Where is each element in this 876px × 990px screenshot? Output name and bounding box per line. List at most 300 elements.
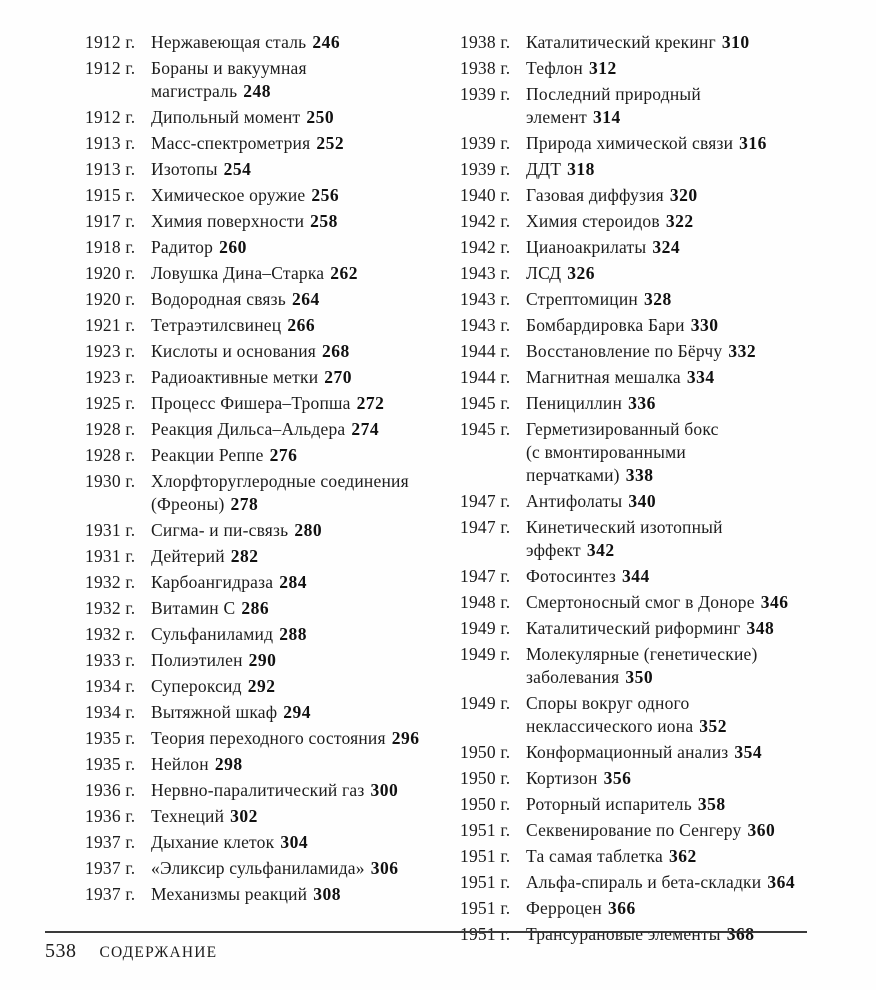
toc-entry: [460, 617, 818, 640]
toc-entry-page-number: 336: [628, 393, 656, 413]
toc-entry-page-number: 264: [291, 289, 320, 309]
toc-entry-page-number: 262: [330, 263, 359, 283]
toc-entry: [460, 31, 818, 54]
toc-entry-title: Радиоактивные метки: [151, 367, 319, 387]
toc-entry: [460, 643, 818, 689]
toc-entry-title: Та самая таблетка: [526, 846, 663, 866]
toc-entry-page-number: 354: [734, 742, 763, 762]
toc-entry-page-number: 302: [230, 806, 258, 826]
toc-entry-title: Химия поверхности: [151, 211, 305, 231]
toc-entry-title: Пенициллин: [526, 393, 623, 413]
toc-entry-page-number: 356: [603, 768, 632, 788]
toc-entry-page-number: 332: [728, 341, 757, 361]
toc-entry-year: 1928 г.: [85, 419, 136, 439]
toc-entry-title: Хлорфторуглеродные соединения (Фреоны): [151, 471, 409, 514]
toc-entry-page-number: 350: [625, 667, 654, 687]
toc-entry-text: [151, 883, 443, 906]
toc-entry-page-number: 368: [726, 924, 755, 944]
toc-column-right: [460, 31, 818, 949]
toc-entry-page-number: 288: [279, 624, 307, 644]
toc-entry: [460, 262, 818, 285]
toc-entry-title: Стрептомицин: [526, 289, 638, 309]
toc-entry: [460, 418, 818, 487]
toc-entry: [85, 779, 443, 802]
toc-entry-year: 1913 г.: [85, 159, 136, 179]
toc-entry-text: [151, 340, 443, 363]
toc-entry-year: 1950 г.: [460, 742, 511, 762]
toc-entry-page-number: 334: [686, 367, 715, 387]
toc-entry-year: 1912 г.: [85, 58, 136, 78]
toc-entry-text: [151, 571, 443, 594]
toc-entry-title: Смертоносный смог в Доноре: [526, 592, 755, 612]
toc-entry-title: Газовая диффузия: [526, 185, 664, 205]
toc-entry: [85, 210, 443, 233]
toc-entry-page-number: 338: [625, 465, 654, 485]
toc-entry-title: Цианоакрилаты: [526, 237, 647, 257]
toc-entry-page-number: 272: [356, 393, 385, 413]
toc-entry-text: [151, 184, 443, 207]
toc-entry: [460, 132, 818, 155]
toc-entry-title: Дыхание клеток: [151, 832, 275, 852]
toc-entry-page-number: 314: [592, 107, 621, 127]
toc-entry-title: Фотосинтез: [526, 566, 616, 586]
toc-entry-title: Сульфаниламид: [151, 624, 274, 644]
toc-entry-title: Изотопы: [151, 159, 218, 179]
toc-entry-text: [151, 418, 443, 441]
toc-entry-text: [151, 366, 443, 389]
toc-entry-year: 1921 г.: [85, 315, 136, 335]
toc-entry-title: Витамин С: [151, 598, 236, 618]
toc-entry-title: Природа химической связи: [526, 133, 734, 153]
toc-entry-text: [151, 649, 443, 672]
toc-entry-title: Тефлон: [526, 58, 583, 78]
toc-entry-year: 1920 г.: [85, 263, 136, 283]
toc-entry-title: Нержавеющая сталь: [151, 32, 307, 52]
toc-entry-year: 1912 г.: [85, 32, 136, 52]
toc-entry: [85, 392, 443, 415]
toc-entry-page-number: 306: [370, 858, 399, 878]
toc-entry-page-number: 322: [665, 211, 694, 231]
toc-entry-text: [151, 857, 443, 880]
toc-entry-year: 1917 г.: [85, 211, 136, 231]
toc-entry-text: [151, 106, 443, 129]
toc-entry-page-number: 286: [241, 598, 270, 618]
toc-entry-title: Реакция Дильса–Альдера: [151, 419, 346, 439]
toc-entry-title: Нейлон: [151, 754, 209, 774]
toc-entry-text: [526, 819, 818, 842]
toc-entry-text: [151, 262, 443, 285]
toc-entry-year: 1947 г.: [460, 566, 511, 586]
toc-entry-title: Механизмы реакций: [151, 884, 308, 904]
toc-entry-title: Теория переходного состояния: [151, 728, 386, 748]
toc-entry-year: 1930 г.: [85, 471, 136, 491]
toc-entry-text: [151, 470, 443, 516]
toc-entry-title: Трансурановые элементы: [526, 924, 721, 944]
toc-entry-page-number: 294: [283, 702, 312, 722]
footer-page-number: 538: [45, 940, 77, 962]
toc-entry-text: [526, 516, 818, 562]
toc-entry: [460, 897, 818, 920]
toc-entry-year: 1935 г.: [85, 754, 136, 774]
toc-entry-text: [151, 545, 443, 568]
toc-entry-text: [526, 184, 818, 207]
toc-entry-text: [151, 288, 443, 311]
toc-entry: [460, 210, 818, 233]
toc-entry-year: 1949 г.: [460, 693, 511, 713]
toc-entry-text: [151, 210, 443, 233]
toc-entry-page-number: 300: [370, 780, 399, 800]
toc-column-left: [85, 31, 443, 949]
toc-entry-page-number: 324: [652, 237, 681, 257]
toc-entry-title: Споры вокруг одного неклассического иона: [526, 693, 694, 736]
toc-entry: [460, 741, 818, 764]
footer-section-label: СОДЕРЖАНИЕ: [99, 944, 218, 961]
toc-entry-page-number: 340: [628, 491, 657, 511]
toc-entry-title: Бомбардировка Бари: [526, 315, 685, 335]
toc-entry-year: 1942 г.: [460, 211, 511, 231]
toc-entry-page-number: 296: [391, 728, 420, 748]
toc-entry-page-number: 268: [322, 341, 350, 361]
toc-entry: [460, 314, 818, 337]
toc-entry-title: Бораны и вакуумная магистраль: [151, 58, 307, 101]
toc-entry-text: [151, 597, 443, 620]
toc-entry-year: 1937 г.: [85, 858, 136, 878]
toc-entry: [85, 519, 443, 542]
toc-entry-page-number: 310: [721, 32, 750, 52]
toc-entry: [85, 31, 443, 54]
toc-entry-title: Вытяжной шкаф: [151, 702, 278, 722]
toc-entry: [460, 819, 818, 842]
toc-entry-page-number: 290: [248, 650, 277, 670]
toc-entry-page-number: 282: [230, 546, 259, 566]
toc-entry-year: 1950 г.: [460, 794, 511, 814]
toc-entry-page-number: 320: [669, 185, 698, 205]
toc-entry-title: Роторный испаритель: [526, 794, 692, 814]
toc-entry: [460, 184, 818, 207]
toc-entry-text: [151, 57, 443, 103]
toc-entry-page-number: 308: [313, 884, 342, 904]
toc-entry: [85, 545, 443, 568]
toc-entry-page-number: 316: [739, 133, 767, 153]
toc-entry-title: Антифолаты: [526, 491, 623, 511]
toc-entry: [85, 623, 443, 646]
toc-entry-text: [526, 741, 818, 764]
toc-entry-text: [526, 617, 818, 640]
toc-entry: [460, 340, 818, 363]
toc-entry-page-number: 252: [316, 133, 345, 153]
toc-entry-year: 1940 г.: [460, 185, 511, 205]
toc-entry-year: 1939 г.: [460, 133, 511, 153]
toc-entry: [85, 340, 443, 363]
toc-entry-year: 1925 г.: [85, 393, 136, 413]
toc-entry-year: 1932 г.: [85, 572, 136, 592]
toc-entry-year: 1928 г.: [85, 445, 136, 465]
toc-entry: [85, 366, 443, 389]
toc-entry-title: Каталитический риформинг: [526, 618, 741, 638]
toc-entry-text: [526, 591, 818, 614]
toc-entry-page-number: 362: [668, 846, 697, 866]
toc-entry: [85, 753, 443, 776]
toc-entry-text: [526, 288, 818, 311]
toc-entry-text: [526, 132, 818, 155]
toc-entry-text: [526, 490, 818, 513]
toc-entry-title: Восстановление по Бёрчу: [526, 341, 723, 361]
toc-entry: [85, 418, 443, 441]
toc-entry-title: Масс-спектрометрия: [151, 133, 311, 153]
toc-entry: [85, 132, 443, 155]
toc-entry-title: ЛСД: [526, 263, 562, 283]
toc-entry-title: Альфа-спираль и бета-складки: [526, 872, 762, 892]
toc-entry-page-number: 326: [567, 263, 595, 283]
toc-entry-year: 1945 г.: [460, 419, 511, 439]
toc-entry-year: 1942 г.: [460, 237, 511, 257]
toc-entry: [460, 57, 818, 80]
toc-entry-title: Ферроцен: [526, 898, 602, 918]
toc-entry-title: «Эликсир сульфаниламида»: [151, 858, 365, 878]
toc-entry-page-number: 364: [767, 872, 796, 892]
toc-entry: [85, 883, 443, 906]
toc-entry-page-number: 250: [306, 107, 335, 127]
toc-entry: [85, 470, 443, 516]
toc-entry-title: Тетраэтилсвинец: [151, 315, 282, 335]
toc-entry: [460, 565, 818, 588]
toc-entry-title: Кислоты и основания: [151, 341, 317, 361]
toc-entry-title: Нервно-паралитический газ: [151, 780, 365, 800]
toc-entry-text: [526, 767, 818, 790]
toc-entry-page-number: 260: [219, 237, 247, 257]
toc-entry: [85, 805, 443, 828]
toc-entry-year: 1943 г.: [460, 289, 511, 309]
toc-entry-title: Кинетический изотопный эффект: [526, 517, 723, 560]
toc-entry-text: [526, 845, 818, 868]
toc-entry-text: [151, 805, 443, 828]
toc-entry-year: 1944 г.: [460, 341, 511, 361]
toc-entry-title: Молекулярные (генетические) заболевания: [526, 644, 758, 687]
toc-entry-title: Дипольный момент: [151, 107, 301, 127]
toc-entry-title: Ловушка Дина–Старка: [151, 263, 325, 283]
toc-entry: [460, 767, 818, 790]
toc-entry-page-number: 248: [243, 81, 272, 101]
toc-entry-year: 1932 г.: [85, 624, 136, 644]
toc-entry-year: 1918 г.: [85, 237, 136, 257]
toc-entry: [460, 158, 818, 181]
toc-entry-page-number: 352: [699, 716, 728, 736]
toc-entry-text: [151, 392, 443, 415]
toc-entry-year: 1923 г.: [85, 367, 136, 387]
toc-entry-year: 1915 г.: [85, 185, 136, 205]
toc-entry: [460, 490, 818, 513]
toc-entry-year: 1934 г.: [85, 676, 136, 696]
toc-entry-year: 1951 г.: [460, 924, 511, 944]
toc-entry-year: 1936 г.: [85, 780, 136, 800]
toc-entry-text: [151, 701, 443, 724]
toc-entry-year: 1931 г.: [85, 546, 136, 566]
toc-entry-title: Герметизированный бокс (с вмонтированными перчатками): [526, 419, 719, 485]
toc-entry-year: 1949 г.: [460, 618, 511, 638]
toc-entry-text: [151, 158, 443, 181]
toc-entry-title: Полиэтилен: [151, 650, 243, 670]
toc-entry-year: 1912 г.: [85, 107, 136, 127]
toc-entry-title: Магнитная мешалка: [526, 367, 681, 387]
toc-entry-text: [151, 779, 443, 802]
toc-entry-text: [526, 643, 818, 689]
toc-entry-page-number: 254: [223, 159, 252, 179]
toc-entry-year: 1949 г.: [460, 644, 511, 664]
toc-entry-text: [526, 418, 818, 487]
toc-entry-page-number: 284: [279, 572, 307, 592]
toc-entry: [85, 444, 443, 467]
toc-entry: [460, 236, 818, 259]
toc-entry-page-number: 292: [247, 676, 276, 696]
toc-entry-text: [151, 519, 443, 542]
toc-entry-title: Химия стероидов: [526, 211, 660, 231]
toc-entry-page-number: 256: [311, 185, 340, 205]
toc-entry: [460, 793, 818, 816]
toc-entry-text: [526, 897, 818, 920]
toc-entry-title: ДДТ: [526, 159, 562, 179]
toc-entry: [85, 184, 443, 207]
toc-entry: [460, 871, 818, 894]
toc-entry-year: 1939 г.: [460, 84, 511, 104]
toc-entry-text: [151, 444, 443, 467]
toc-entry-page-number: 358: [697, 794, 726, 814]
toc-entry-page-number: 276: [269, 445, 298, 465]
toc-entry-page-number: 270: [324, 367, 353, 387]
toc-entry-text: [151, 31, 443, 54]
page-footer: [45, 931, 807, 963]
toc-entry: [85, 857, 443, 880]
toc-entry-year: 1947 г.: [460, 491, 511, 511]
toc-entry-year: 1932 г.: [85, 598, 136, 618]
toc-entry-year: 1943 г.: [460, 263, 511, 283]
toc-entry-year: 1951 г.: [460, 872, 511, 892]
toc-entry-title: Супероксид: [151, 676, 242, 696]
toc-entry-year: 1933 г.: [85, 650, 136, 670]
toc-entry-year: 1939 г.: [460, 159, 511, 179]
toc-entry-page-number: 344: [622, 566, 650, 586]
toc-columns: [85, 31, 818, 949]
toc-entry-text: [526, 31, 818, 54]
toc-entry: [85, 236, 443, 259]
toc-entry: [460, 692, 818, 738]
toc-entry-text: [151, 623, 443, 646]
toc-entry-page-number: 266: [287, 315, 316, 335]
toc-entry-title: Кортизон: [526, 768, 598, 788]
toc-entry-title: Каталитический крекинг: [526, 32, 716, 52]
toc-entry-title: Карбоангидраза: [151, 572, 274, 592]
toc-entry-year: 1951 г.: [460, 820, 511, 840]
toc-entry-text: [526, 565, 818, 588]
toc-entry-text: [526, 692, 818, 738]
toc-entry-text: [526, 793, 818, 816]
toc-entry: [85, 597, 443, 620]
toc-entry: [85, 675, 443, 698]
toc-entry-year: 1938 г.: [460, 32, 511, 52]
toc-entry-title: Секвенирование по Сенгеру: [526, 820, 742, 840]
toc-entry-page-number: 330: [690, 315, 719, 335]
toc-entry-text: [151, 314, 443, 337]
toc-entry-text: [526, 83, 818, 129]
toc-entry-year: 1937 г.: [85, 884, 136, 904]
toc-entry-title: Химическое оружие: [151, 185, 306, 205]
toc-entry-text: [151, 831, 443, 854]
toc-entry-title: Технеций: [151, 806, 225, 826]
toc-entry-page-number: 304: [280, 832, 309, 852]
toc-entry: [460, 591, 818, 614]
toc-entry: [460, 516, 818, 562]
toc-entry-page-number: 342: [586, 540, 615, 560]
toc-entry: [85, 57, 443, 103]
toc-entry: [460, 366, 818, 389]
toc-entry-year: 1950 г.: [460, 768, 511, 788]
toc-entry: [460, 392, 818, 415]
toc-entry-year: 1913 г.: [85, 133, 136, 153]
toc-entry-text: [151, 236, 443, 259]
toc-entry-text: [526, 871, 818, 894]
toc-entry-text: [526, 158, 818, 181]
toc-entry-year: 1931 г.: [85, 520, 136, 540]
toc-entry: [85, 262, 443, 285]
toc-entry-text: [526, 210, 818, 233]
toc-entry-title: Процесс Фишера–Тропша: [151, 393, 351, 413]
toc-entry: [460, 288, 818, 311]
toc-entry-year: 1936 г.: [85, 806, 136, 826]
toc-entry-page-number: 348: [746, 618, 775, 638]
toc-entry: [85, 158, 443, 181]
toc-entry-year: 1951 г.: [460, 846, 511, 866]
toc-entry-year: 1920 г.: [85, 289, 136, 309]
toc-entry-title: Реакции Реппе: [151, 445, 264, 465]
toc-entry-text: [151, 132, 443, 155]
toc-entry-page-number: 346: [760, 592, 789, 612]
toc-entry-year: 1944 г.: [460, 367, 511, 387]
toc-entry-page-number: 366: [607, 898, 636, 918]
toc-entry-page-number: 312: [588, 58, 617, 78]
toc-entry: [85, 831, 443, 854]
toc-entry-title: Сигма- и пи-связь: [151, 520, 289, 540]
toc-entry-title: Радитор: [151, 237, 214, 257]
toc-entry-year: 1923 г.: [85, 341, 136, 361]
toc-entry: [85, 571, 443, 594]
toc-entry-text: [526, 392, 818, 415]
toc-entry-title: Конформационный анализ: [526, 742, 729, 762]
toc-entry-year: 1935 г.: [85, 728, 136, 748]
toc-entry-text: [151, 675, 443, 698]
toc-entry-text: [526, 57, 818, 80]
toc-entry-year: 1943 г.: [460, 315, 511, 335]
toc-entry-text: [151, 727, 443, 750]
toc-entry-page-number: 246: [312, 32, 341, 52]
toc-entry: [85, 288, 443, 311]
toc-entry-page-number: 258: [310, 211, 338, 231]
toc-entry-year: 1938 г.: [460, 58, 511, 78]
toc-entry-year: 1945 г.: [460, 393, 511, 413]
toc-entry-page-number: 328: [643, 289, 672, 309]
toc-entry-text: [526, 340, 818, 363]
toc-entry-text: [526, 262, 818, 285]
toc-entry-page-number: 280: [294, 520, 323, 540]
toc-entry-year: 1951 г.: [460, 898, 511, 918]
toc-entry: [85, 649, 443, 672]
toc-entry-page-number: 318: [567, 159, 595, 179]
toc-entry: [460, 845, 818, 868]
toc-entry: [85, 701, 443, 724]
toc-entry-title: Последний природный элемент: [526, 84, 701, 127]
toc-entry-text: [526, 366, 818, 389]
toc-entry: [85, 314, 443, 337]
toc-entry: [460, 83, 818, 129]
toc-entry-page-number: 278: [230, 494, 259, 514]
